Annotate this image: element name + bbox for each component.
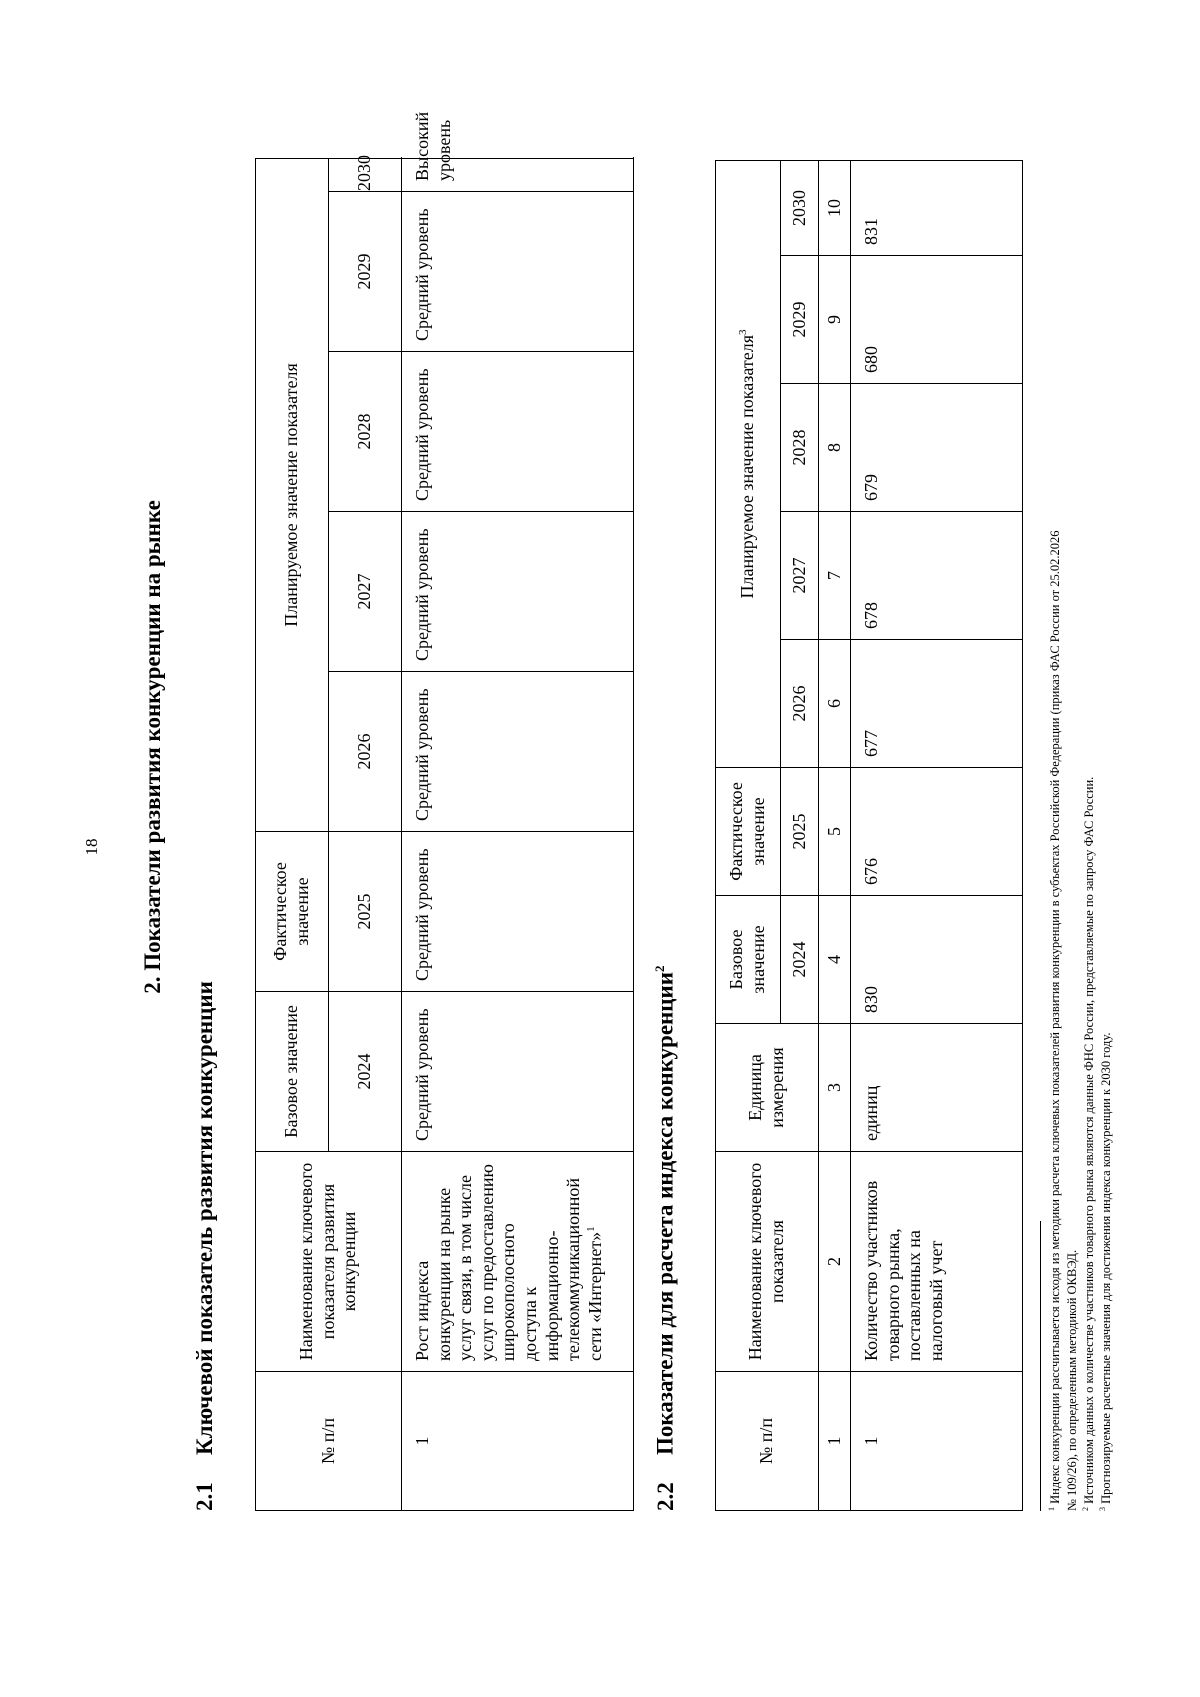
year-cell: 2027	[329, 512, 402, 672]
column-number: 4	[819, 896, 851, 1024]
col-header-unit: Единица измерения	[716, 1024, 819, 1152]
footnote-2-text: Источником данных о количестве участников товарного рынка являются данные ФНС России, представляемые по запросу ФАС России.	[1082, 776, 1097, 1504]
year-cell: 2025	[329, 832, 402, 992]
col-header-name: Наименование ключевого показателя	[716, 1152, 819, 1372]
page-number: 18	[82, 838, 101, 856]
value-cell: 677	[851, 640, 1023, 768]
footnote-ref: 1	[584, 1226, 597, 1232]
value-cell: Средний уровень	[402, 672, 634, 832]
unit-cell: единиц	[851, 1024, 1023, 1152]
column-number: 10	[819, 160, 851, 255]
col-header-number: № п/п	[256, 1372, 402, 1511]
year-cell: 2029	[329, 192, 402, 352]
col-header-plan: Планируемое значение показателя	[256, 158, 329, 831]
value-cell: 678	[851, 512, 1023, 640]
subsection-text: Ключевой показатель развития конкуренции	[192, 981, 217, 1455]
year-cell: 2027	[781, 512, 819, 640]
value-cell: 676	[851, 768, 1023, 896]
year-cell: 2028	[781, 384, 819, 512]
indicator-name	[402, 1152, 634, 1372]
column-number: 2	[819, 1152, 851, 1372]
footnote-1-text: Индекс конкуренции рассчитывается исходя из методики расчета ключевых показателей развития конкуренции в субъектах Российской Федерации (приказ ФАС России от 25.02.2026	[1048, 530, 1063, 1504]
footnote-separator	[1040, 1221, 1041, 1511]
footnote-ref: 2	[652, 965, 667, 972]
column-number: 1	[819, 1372, 851, 1511]
column-number: 7	[819, 512, 851, 640]
value-cell: 831	[851, 160, 1023, 255]
column-number: 6	[819, 640, 851, 768]
col-header-plan-text: Планируемое значение показателя	[737, 334, 758, 599]
footnote-1: $^1$ Индекс конкуренции рассчитывается исходя из методики расчета ключевых показателей развития конкуренции в субъектах Российской Федерации (приказ ФАС России от 25.02.2026	[1047, 530, 1063, 1511]
col-header-fact: Фактическое значение	[256, 832, 329, 992]
footnote-3-text: Прогнозируемые расчетные значения для достижения индекса конкуренции к 2030 году.	[1099, 1032, 1114, 1504]
value-cell: Средний уровень	[402, 512, 634, 672]
year-cell: 2025	[781, 768, 819, 896]
column-number: 9	[819, 256, 851, 384]
footnote-1-continued: № 109/26), по определенным методикой ОКВЭД.	[1065, 1249, 1079, 1511]
footnote-ref: 3	[737, 329, 750, 335]
year-cell: 2030	[329, 158, 402, 191]
col-header-name: Наименование ключевого показателя развития конкуренции	[256, 1152, 402, 1372]
year-cell: 2030	[781, 160, 819, 255]
indicator-name: Количество участников товарного рынка, поставленных на налоговый учет	[851, 1152, 1023, 1372]
value-cell: Средний уровень	[402, 192, 634, 352]
row-number: 1	[402, 1372, 634, 1511]
indicator-name-text: Рост индекса конкуренции на рынке услуг связи, в том числе услуг по предоставлению широкополосного доступа к информационно-телекоммуникационной сети «Интернет»	[412, 1164, 605, 1361]
value-cell: Средний уровень	[402, 352, 634, 512]
column-number: 3	[819, 1024, 851, 1152]
value-cell: Высокий уровень	[402, 158, 634, 191]
value-cell: 830	[851, 896, 1023, 1024]
col-header-base: Базовое значение	[256, 992, 329, 1152]
subsection-title-2-2	[652, 965, 679, 1511]
value-cell: Средний уровень	[402, 992, 634, 1152]
column-number: 8	[819, 384, 851, 512]
footnote-2: $^2$ Источником данных о количестве участников товарного рынка являются данные ФНС России, представляемые по запросу ФАС России.	[1081, 776, 1097, 1511]
value-cell: Средний уровень	[402, 832, 634, 992]
subsection-number: 2.2	[652, 1482, 678, 1511]
footnote-3: $^3$ Прогнозируемые расчетные значения для достижения индекса конкуренции к 2030 году.	[1098, 1032, 1114, 1511]
row-number: 1	[851, 1372, 1023, 1511]
subsection-text: Показатели для расчета индекса конкуренции	[652, 971, 678, 1455]
col-header-plan	[716, 160, 781, 767]
competition-index-table	[715, 160, 1023, 1511]
section-title: 2. Показатели развития конкуренции на рынке	[140, 500, 165, 994]
value-cell: 680	[851, 256, 1023, 384]
subsection-number: 2.1	[192, 1482, 217, 1511]
year-cell: 2029	[781, 256, 819, 384]
year-cell: 2026	[329, 672, 402, 832]
key-indicator-table	[255, 111, 634, 1511]
column-number: 5	[819, 768, 851, 896]
year-cell: 2024	[329, 992, 402, 1152]
col-header-fact: Фактическое значение	[716, 768, 781, 896]
value-cell: 679	[851, 384, 1023, 512]
year-cell: 2024	[781, 896, 819, 1024]
col-header-number: № п/п	[716, 1372, 819, 1511]
year-cell: 2028	[329, 352, 402, 512]
subsection-title-2-1	[192, 981, 218, 1511]
col-header-base: Базовое значение	[716, 896, 781, 1024]
year-cell: 2026	[781, 640, 819, 768]
